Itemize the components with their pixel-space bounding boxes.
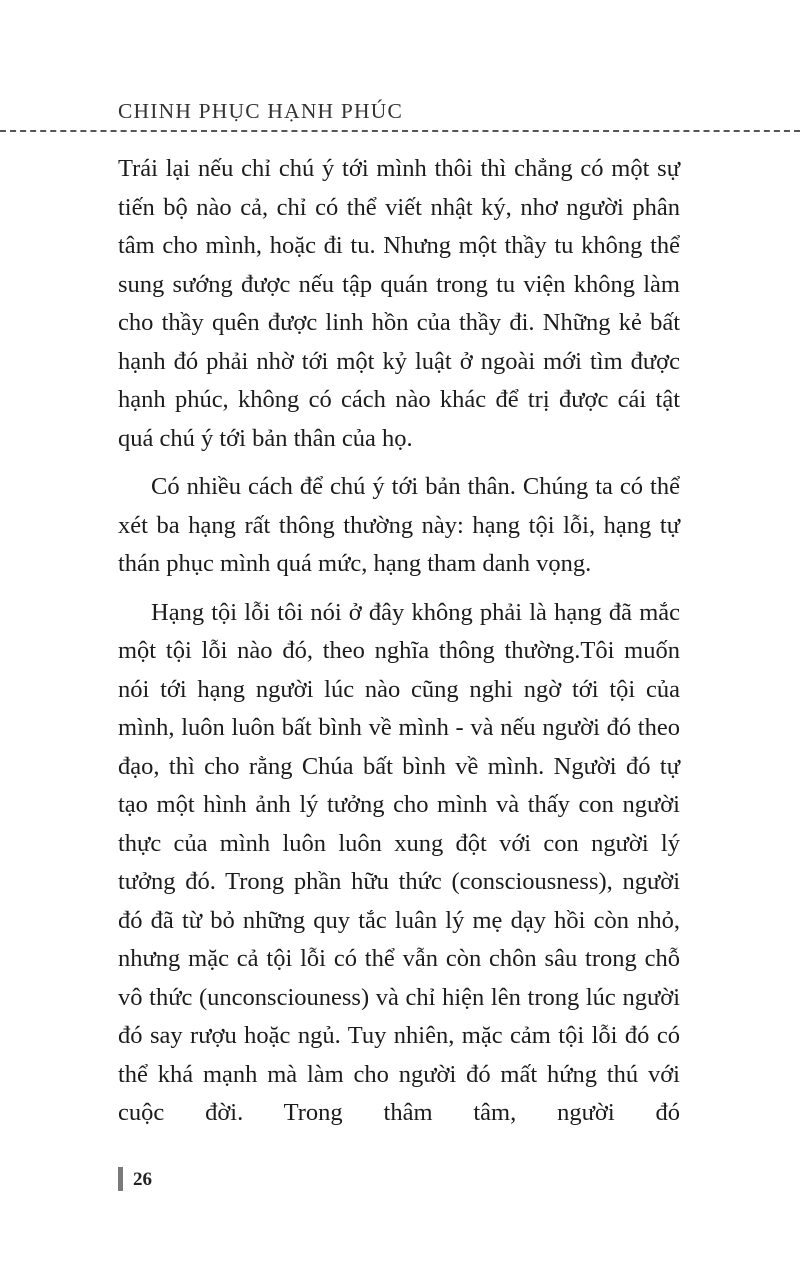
body-text [118, 150, 680, 1133]
running-header-title: CHINH PHỤC HẠNH PHÚC [118, 99, 404, 123]
page-footer [118, 1168, 152, 1190]
footer-bar-mark [118, 1167, 123, 1191]
paragraph-2: Có nhiều cách để chú ý tới bản thân. Chúng ta có thể xét ba hạng rất thông thường này: hạng tội lỗi, hạng tự thán phục mình quá mức, hạng tham danh vọng. [118, 473, 680, 577]
header-dashed-rule [0, 130, 800, 132]
paragraph-1: Trái lại nếu chỉ chú ý tới mình thôi thì chẳng có một sự tiến bộ nào cả, chỉ có thể viết nhật ký, nhơ người phân tâm cho mình, hoặc đi tu. Nhưng một thầy tu không thể sung sướng được nếu tập quán trong tu viện không làm cho thầy quên được linh hồn của thầy đi. Những kẻ bất hạnh đó phải nhờ tới một kỷ luật ở ngoài mới tìm được hạnh phúc, không có cách nào khác để trị được cái tật quá chú ý tới bản thân của họ. [118, 155, 680, 452]
paragraph-3: Hạng tội lỗi tôi nói ở đây không phải là hạng đã mắc một tội lỗi nào đó, theo nghĩa thông thường.Tôi muốn nói tới hạng người lúc nào cũng nghi ngờ tới tội của mình, luôn luôn bất bình về mình - và nếu người đó theo đạo, thì cho rằng Chúa bất bình về mình. Người đó tự tạo một hình ảnh lý tưởng cho mình và thấy con người thực của mình luôn luôn xung đột với con người lý tưởng đó. Trong phần hữu thức (consciousness), người đó đã từ bỏ những quy tắc luân lý mẹ dạy hồi còn nhỏ, nhưng mặc cả tội lỗi có thể vẫn còn chôn sâu trong chỗ vô thức (unconsciouness) và chỉ hiện lên trong lúc người đó say rượu hoặc ngủ. Tuy nhiên, mặc cảm tội lỗi đó có thể khá mạnh mà làm cho người đó mất hứng thú với cuộc đời. Trong thâm tâm, người đó [118, 598, 680, 1126]
page-number: 26 [133, 1168, 152, 1190]
